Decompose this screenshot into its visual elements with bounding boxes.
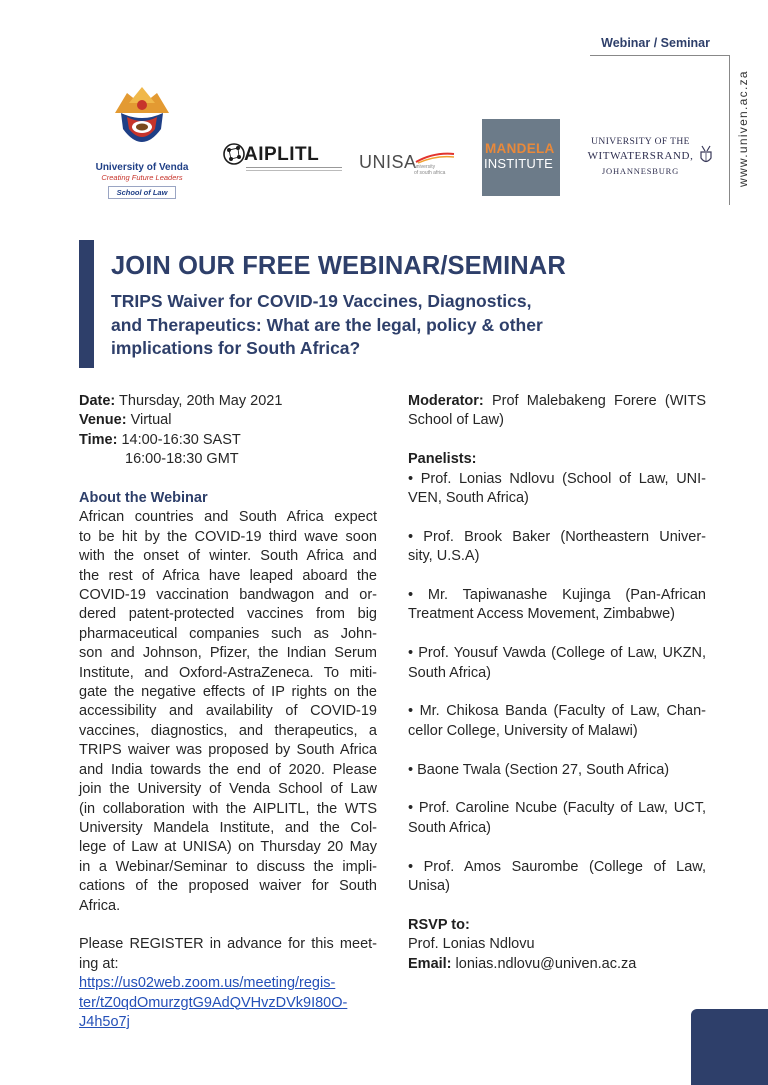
about-line: pharmaceutical companies such as John- <box>79 625 377 642</box>
rsvp-email-line <box>408 955 706 974</box>
about-line: in a Webinar/Seminar to discuss the impli- <box>79 858 377 875</box>
wits-line3: JOHANNESBURG <box>601 166 680 176</box>
unisa-sub-1: university <box>414 164 436 170</box>
panelist-item <box>408 761 706 780</box>
panelist-line: Treatment Access Movement, Zimbabwe) <box>408 606 675 623</box>
about-line: cations of the proposed waiver for South <box>79 878 377 895</box>
time-line <box>79 431 377 450</box>
unisa-swoosh-icon <box>414 150 456 164</box>
panelist-line: VEN, South Africa) <box>408 490 529 507</box>
aiplitl-logo <box>222 140 342 180</box>
register-text: Please REGISTER in advance for this meet- <box>79 936 377 953</box>
panelist-line: • Mr. Tapiwanashe Kujinga (Pan-African <box>408 587 706 604</box>
panelist-item <box>408 702 706 741</box>
register-text: ing at: <box>79 955 119 972</box>
time-label: Time: <box>79 431 118 448</box>
email-value[interactable]: lonias.ndlovu@univen.ac.za <box>451 955 637 972</box>
page-subtitle <box>111 290 621 361</box>
panelist-line: • Prof. Yousuf Vawda (College of Law, UKZN, <box>408 645 706 662</box>
subtitle-line: TRIPS Waiver for COVID-19 Vaccines, Diagnostics, <box>111 291 532 311</box>
aiplitl-globe-icon <box>222 140 246 174</box>
about-text <box>79 508 377 896</box>
email-label: Email: <box>408 955 452 972</box>
panelist-line: South Africa) <box>408 664 492 681</box>
wits-line1: UNIVERSITY OF THE <box>591 137 690 147</box>
mandela-institute-logo <box>482 119 560 196</box>
panelist-item <box>408 586 706 625</box>
date-label: Date: <box>79 393 116 409</box>
wits-crest-icon <box>699 144 713 166</box>
panelist-line: • Prof. Amos Saurombe (College of Law, <box>408 858 706 875</box>
moderator-line <box>408 392 706 411</box>
about-line: dered patent-protected vaccines from big <box>79 606 377 623</box>
about-line: son and Johnson, Pfizer, the Indian Serum <box>79 645 377 662</box>
unisa-logo <box>352 140 462 184</box>
about-line: the rest of Africa have leaped aboard the <box>79 567 377 584</box>
venue-value: Virtual <box>126 412 172 429</box>
register-link[interactable]: ter/tZ0qdOmurzgtG9AdQVHvzDVk9I80O- <box>79 994 348 1011</box>
time-value-2: 16:00-18:30 GMT <box>125 451 239 468</box>
rsvp-heading: RSVP to: <box>408 916 470 933</box>
time-value-1: 14:00-16:30 SAST <box>117 431 241 448</box>
unisa-name: UNISA <box>359 152 417 172</box>
subtitle-line: and Therapeutics: What are the legal, policy & other <box>111 314 543 335</box>
about-line: lege of Law at UNISA) on Thursday 20 May <box>79 839 377 856</box>
about-line: gate the negative effects of IP rights on the <box>79 684 377 701</box>
panelist-item <box>408 470 706 509</box>
about-line: accessibility and availability of COVID-19 <box>79 703 377 720</box>
moderator-label: Moderator: <box>408 393 484 409</box>
panelist-line: • Prof. Lonias Ndlovu (School of Law, UNI- <box>408 470 706 487</box>
about-line: University Mandela Institute, and the Col- <box>79 819 377 836</box>
about-line: join the University of Venda School of Law <box>79 781 377 798</box>
venda-school: School of Law <box>108 186 177 199</box>
date-line <box>79 392 377 411</box>
corner-accent <box>691 1009 768 1085</box>
aiplitl-fine-print <box>246 167 342 168</box>
about-heading: About the Webinar <box>79 490 208 507</box>
page-title: JOIN OUR FREE WEBINAR/SEMINAR <box>111 252 566 280</box>
about-line: and India towards the end of 2020. Please <box>79 761 377 778</box>
date-value: Thursday, 20th May 2021 <box>115 393 283 409</box>
panelist-line: South Africa) <box>408 819 492 836</box>
panelist-line: • Mr. Chikosa Banda (Faculty of Law, Chan- <box>408 703 706 720</box>
mandela-line2: INSTITUTE <box>484 156 553 171</box>
register-link[interactable]: https://us02web.zoom.us/meeting/regis- <box>79 975 336 992</box>
header-divider <box>590 55 730 56</box>
venda-slogan: Creating Future Leaders <box>101 173 183 182</box>
rsvp-name: Prof. Lonias Ndlovu <box>408 936 535 953</box>
venue-label: Venue: <box>79 412 127 429</box>
moderator-name: Prof Malebakeng Forere (WITS <box>483 393 706 409</box>
about-line: African countries and South Africa expect <box>79 509 377 526</box>
panelist-list <box>408 470 706 916</box>
panelist-item <box>408 799 706 838</box>
about-line: (in collaboration with the AIPLITL, the WTS <box>79 800 377 817</box>
about-line: COVID-19 vaccination bandwagon and or- <box>79 587 377 604</box>
about-last-line: Africa. <box>79 897 121 914</box>
venue-line <box>79 411 377 430</box>
panelist-line: • Prof. Caroline Ncube (Faculty of Law, UCT, <box>408 800 706 817</box>
panelist-line: Unisa) <box>408 878 450 895</box>
title-accent-bar <box>79 240 94 368</box>
unisa-sub-2: of south africa <box>414 170 446 176</box>
venda-name: University of Venda <box>95 162 189 173</box>
about-line: vaccines, diagnostics, and therapeutics, a <box>79 722 377 739</box>
right-column <box>408 392 706 974</box>
mandela-line1: MANDELA <box>485 141 555 156</box>
wits-line2: WITWATERSRAND, <box>587 150 694 162</box>
panelist-line: • Baone Twala (Section 27, South Africa) <box>408 761 670 778</box>
panelists-heading: Panelists: <box>408 451 477 468</box>
subtitle-line: implications for South Africa? <box>111 338 361 358</box>
register-link[interactable]: J4h5o7j <box>79 1013 130 1030</box>
panelist-item <box>408 528 706 567</box>
panelist-item <box>408 858 706 897</box>
venda-crest-icon <box>107 83 177 155</box>
aiplitl-name: AIPLITL <box>244 144 320 165</box>
university-of-venda-logo <box>92 83 192 199</box>
panelist-line: • Prof. Brook Baker (Northeastern Univer- <box>408 528 706 545</box>
moderator-line-2: School of Law) <box>408 412 504 429</box>
about-line: to be hit by the COVID-19 third wave soon <box>79 528 377 545</box>
left-column <box>79 392 377 1032</box>
panelist-line: cellor College, University of Malawi) <box>408 722 638 739</box>
panelist-item <box>408 644 706 683</box>
side-url <box>733 72 753 187</box>
panelist-line: sity, U.S.A) <box>408 548 480 565</box>
wits-logo <box>583 134 715 184</box>
about-line: with the onset of winter. South Africa and <box>79 548 377 565</box>
side-divider <box>729 55 730 205</box>
header-tag: Webinar / Seminar <box>601 36 710 50</box>
about-line: TRIPS waiver was proposed by South Africa <box>79 742 377 759</box>
side-url-text: www.univen.ac.za <box>736 70 750 187</box>
about-line: Institute, and Oxford-AstraZeneca. To miti- <box>79 664 377 681</box>
